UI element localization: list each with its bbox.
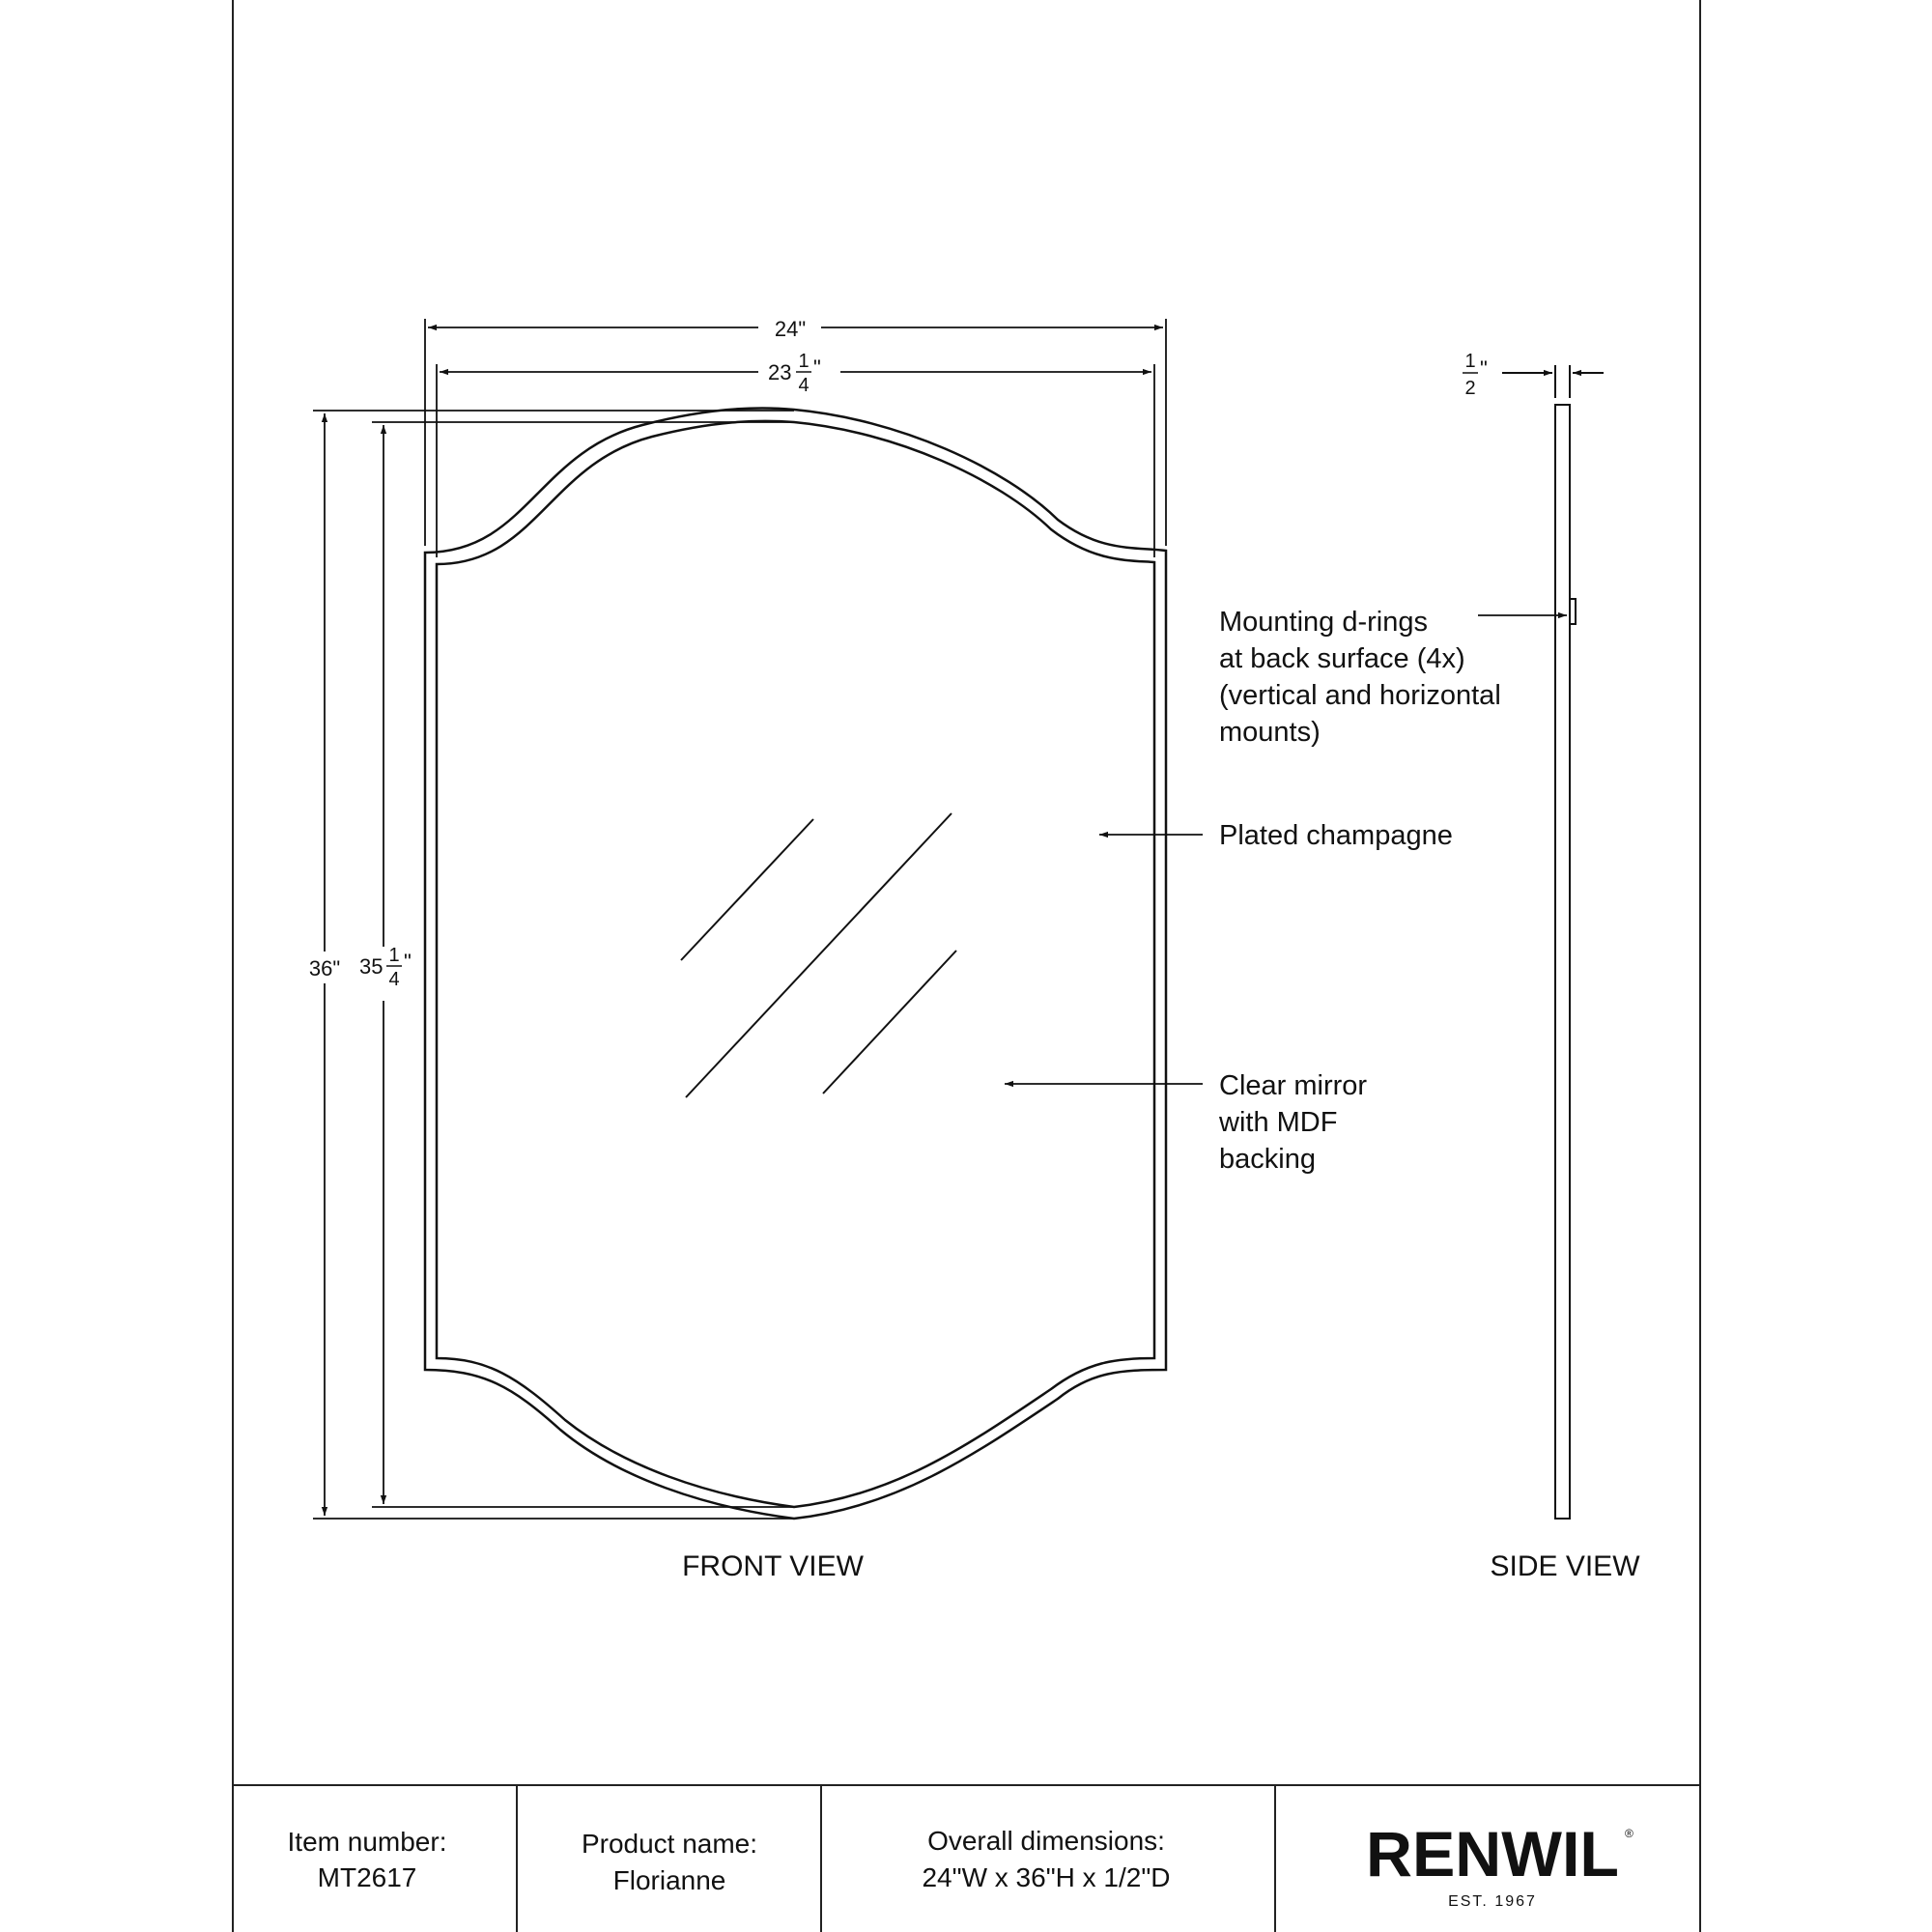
svg-text:4: 4 bbox=[798, 375, 810, 396]
svg-text:23: 23 bbox=[768, 360, 792, 384]
mirror-frame-inner bbox=[437, 421, 1154, 1507]
inner-height-label bbox=[359, 945, 412, 990]
inner-width-label bbox=[768, 351, 821, 396]
product-name-label: Product name: bbox=[581, 1829, 758, 1859]
height-dimension-lines bbox=[313, 411, 794, 1519]
registered-mark: ® bbox=[1625, 1827, 1634, 1840]
svg-text:1: 1 bbox=[388, 945, 400, 966]
overall-height-label: 36" bbox=[308, 956, 341, 980]
svg-text:": " bbox=[1480, 356, 1488, 381]
brand-name: RENWIL bbox=[1366, 1818, 1619, 1889]
overall-dimensions-label: Overall dimensions: bbox=[927, 1826, 1165, 1856]
front-view-label: FRONT VIEW bbox=[682, 1550, 864, 1582]
svg-text:": " bbox=[813, 355, 821, 380]
brand-established: EST. 1967 bbox=[1448, 1893, 1537, 1910]
overall-width-label: 24" bbox=[774, 317, 807, 341]
front-view-drawing bbox=[425, 408, 1166, 1519]
svg-text:2: 2 bbox=[1464, 378, 1476, 399]
mirror-callout: Clear mirror with MDF backing bbox=[1219, 1070, 1368, 1175]
svg-text:1: 1 bbox=[798, 351, 810, 372]
mounting-callout: Mounting d-rings at back surface (4x) (vertical and horizontal mounts) bbox=[1219, 607, 1501, 748]
product-name-value: Florianne bbox=[612, 1865, 726, 1895]
mirror-frame-outer bbox=[425, 408, 1166, 1519]
depth-label bbox=[1463, 351, 1488, 399]
side-view-label: SIDE VIEW bbox=[1490, 1550, 1640, 1582]
svg-text:4: 4 bbox=[388, 969, 400, 990]
width-dimension-lines bbox=[425, 319, 1166, 557]
svg-text:35: 35 bbox=[359, 954, 384, 979]
item-number-value: MT2617 bbox=[317, 1862, 417, 1892]
overall-dimensions-value: 24"W x 36"H x 1/2"D bbox=[922, 1862, 1171, 1892]
svg-text:": " bbox=[404, 950, 412, 974]
item-number-label: Item number: bbox=[287, 1827, 447, 1857]
renwil-logo bbox=[1366, 1818, 1634, 1910]
side-view-drawing bbox=[1502, 365, 1604, 1519]
glass-reflection-lines bbox=[681, 813, 956, 1097]
title-block bbox=[288, 1826, 1171, 1895]
sheet-frame bbox=[233, 0, 1700, 1932]
svg-text:1: 1 bbox=[1464, 351, 1476, 372]
finish-callout: Plated champagne bbox=[1219, 820, 1453, 851]
